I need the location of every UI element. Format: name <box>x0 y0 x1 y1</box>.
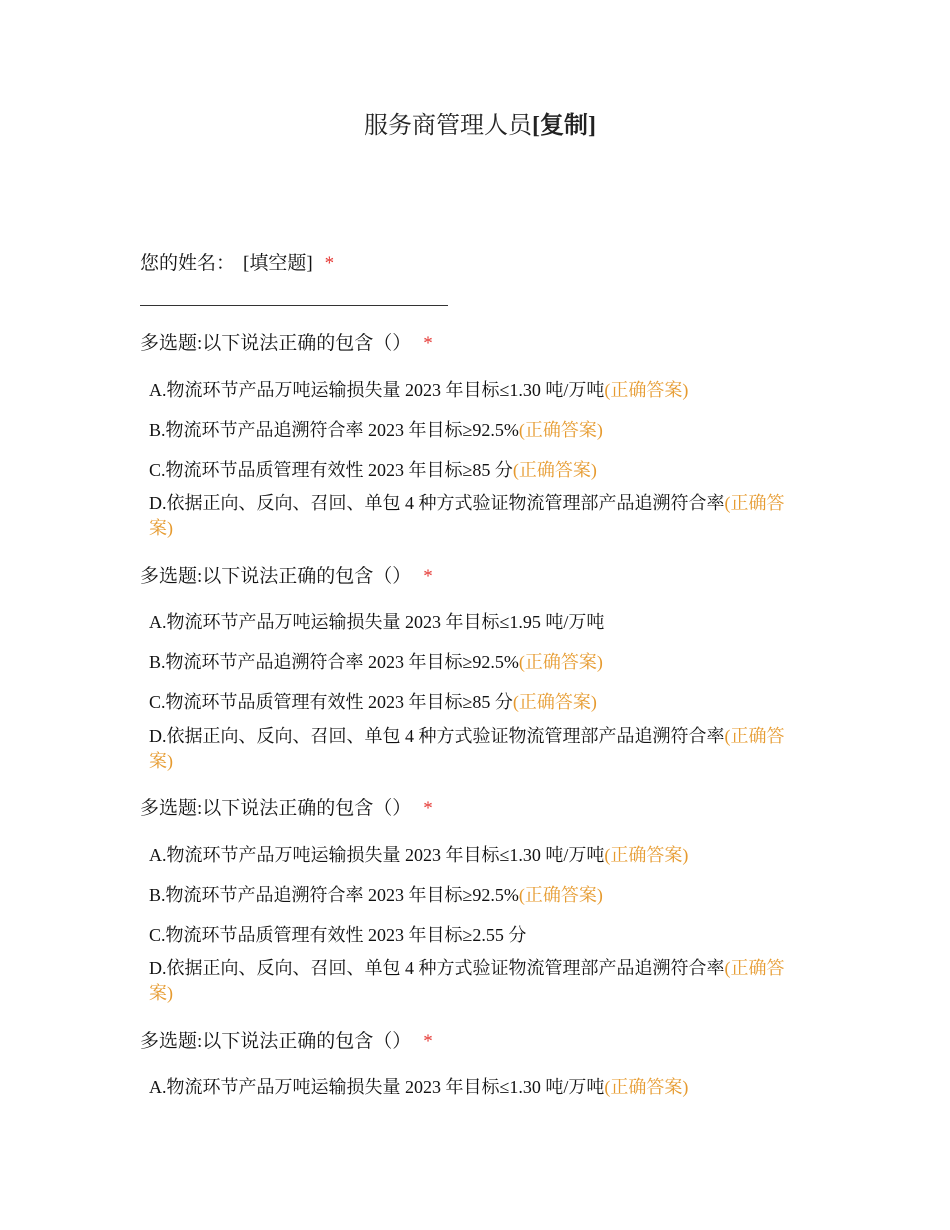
option-text: A.物流环节产品万吨运输损失量 2023 年目标≤1.95 吨/万吨 <box>149 612 605 632</box>
name-question-label: 您的姓名： <box>140 253 236 274</box>
correct-answer-label: (正确答案) <box>518 420 603 440</box>
correct-answer-label: (正确答案) <box>149 958 785 1003</box>
title-main: 服务商管理人员 <box>364 113 532 139</box>
option-item <box>149 378 799 403</box>
question-text: 多选题:以下说法正确的包含（） <box>140 1031 412 1052</box>
required-marker: * <box>423 566 433 587</box>
document-title <box>0 110 950 142</box>
correct-answer-label: (正确答案) <box>518 885 603 905</box>
option-text: A.物流环节产品万吨运输损失量 2023 年目标≤1.30 吨/万吨 <box>149 380 605 400</box>
option-item <box>149 956 799 1006</box>
question-2 <box>140 564 433 590</box>
required-marker: * <box>423 333 433 354</box>
required-marker: * <box>423 798 433 819</box>
correct-answer-label: (正确答案) <box>149 493 785 538</box>
option-item <box>149 883 799 908</box>
option-item <box>149 458 799 483</box>
option-text: A.物流环节产品万吨运输损失量 2023 年目标≤1.30 吨/万吨 <box>149 1077 605 1097</box>
option-text: D.依据正向、反向、召回、单包 4 种方式验证物流管理部产品追溯符合率 <box>149 493 725 513</box>
question-4 <box>140 1029 433 1055</box>
option-text: B.物流环节产品追溯符合率 2023 年目标≥92.5% <box>149 652 519 672</box>
option-text: D.依据正向、反向、召回、单包 4 种方式验证物流管理部产品追溯符合率 <box>149 726 725 746</box>
correct-answer-label: (正确答案) <box>512 692 597 712</box>
correct-answer-label: (正确答案) <box>149 726 785 771</box>
question-text: 多选题:以下说法正确的包含（） <box>140 333 412 354</box>
required-marker: * <box>423 1031 433 1052</box>
correct-answer-label: (正确答案) <box>604 1077 689 1097</box>
option-item <box>149 724 799 774</box>
required-marker: * <box>324 253 335 274</box>
question-1 <box>140 331 433 357</box>
option-item <box>149 843 799 868</box>
question-3 <box>140 796 433 822</box>
option-item <box>149 1075 799 1100</box>
option-text: B.物流环节产品追溯符合率 2023 年目标≥92.5% <box>149 885 519 905</box>
option-item <box>149 690 799 715</box>
option-item <box>149 418 799 443</box>
option-text: D.依据正向、反向、召回、单包 4 种方式验证物流管理部产品追溯符合率 <box>149 958 725 978</box>
question-type-tag: [填空题] <box>243 253 313 274</box>
correct-answer-label: (正确答案) <box>518 652 603 672</box>
correct-answer-label: (正确答案) <box>512 460 597 480</box>
title-suffix: [复制] <box>532 113 596 139</box>
option-item <box>149 650 799 675</box>
option-item <box>149 491 799 541</box>
option-item <box>149 610 799 635</box>
correct-answer-label: (正确答案) <box>604 845 689 865</box>
option-text: C.物流环节品质管理有效性 2023 年目标≥2.55 分 <box>149 925 527 945</box>
name-answer-line <box>140 305 448 306</box>
correct-answer-label: (正确答案) <box>604 380 689 400</box>
option-item <box>149 923 799 948</box>
option-text: B.物流环节产品追溯符合率 2023 年目标≥92.5% <box>149 420 519 440</box>
option-text: C.物流环节品质管理有效性 2023 年目标≥85 分 <box>149 692 513 712</box>
question-text: 多选题:以下说法正确的包含（） <box>140 798 412 819</box>
name-question <box>140 251 334 277</box>
question-text: 多选题:以下说法正确的包含（） <box>140 566 412 587</box>
option-text: C.物流环节品质管理有效性 2023 年目标≥85 分 <box>149 460 513 480</box>
option-text: A.物流环节产品万吨运输损失量 2023 年目标≤1.30 吨/万吨 <box>149 845 605 865</box>
